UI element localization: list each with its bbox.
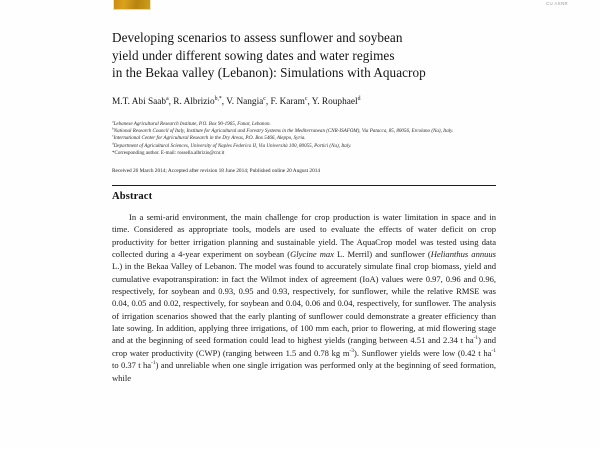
author-affil-mark: a [166,95,169,102]
society-mark-label: CU ASNR [546,1,568,6]
abstract-text-run: ) and crop water productivity (CWP) (ranging between 1.5 and 0.78 kg m [112,335,496,358]
author-affil-mark: c [304,95,308,102]
affiliation-mark: a [112,118,114,123]
abstract-text-run: to 0.37 t ha [112,360,152,371]
corresponding-author-note: *Corresponding author. E-mail: rossella.albrizio@cnr.it [112,150,225,157]
affiliation-item [112,135,496,142]
abstract-text-run: -1 [491,347,496,354]
abstract-text-run: In a semi-arid environment, the main challenge for crop production is water limitation in space and in time. Considered as appropriate tools, models are used to evaluate the effects of water deficit on crop productivity for better irrigation planning and sustainable yield. The AquaCrop model was tested using data collected during a 4-year experiment on soybean ( [112,212,496,260]
affiliation-text: National Research Council of Italy, Institute for Agricultural and Forestry Systems in the Mediterranean (CNR-ISAFOM), Via Patacca, 85, 80056, Ercolano (Na), Italy. [113,127,454,134]
affiliation-text: International Center for Agricultural Research in the Dry Areas, P.O. Box 5466, Aleppo, Syria. [113,135,306,142]
abstract-text-run: L.) in the Bekaa Valley of Lebanon. The model was found to accurately simulate final crop biomass, yield and cumulative evapotranspiration: in fact the Wilmot index of agreement (IoA) values were 0.97, 0.96 and 0.96, respectively, for soybean and 0.93, 0.95 and 0.93, respectively, for sunflower, while the relative RMSE was 0.04, 0.05 and 0.02, respectively, for soybean and 0.04, 0.06 and 0.04, respectively, for sunflower. The analysis of irrigation scenarios showed that the early planting of sunflower could demonstrate a greater efficiency than late sowing. In addition, applying three irrigations, of 100 mm each, prior to flowering, at mid flowering stage and at the beginning of seed formation could lead to highest yields (ranging between 4.51 and 2.34 t ha [112,261,496,346]
article-content [112,0,496,384]
author-affil-mark: c [263,95,266,102]
abstract-text-run: Glycine max [290,249,334,260]
author-name: R. Albrizio [173,96,215,107]
author-name: Y. Rouphael [311,96,358,107]
affiliation-text: Department of Agricultural Sciences, University of Naples Federico II, Via Università 100, 80055, Portici (Na), Italy. [113,142,352,149]
publication-dates: Received 26 March 2014; Accepted after revision 18 June 2014; Published online 20 August 2014 [112,168,321,175]
abstract-text-run: Helianthus annuus [430,249,496,260]
abstract-text-run: -3 [349,347,355,354]
author-affil-mark: d [357,95,361,102]
abstract-text-run: ) and unreliable when one single irrigation was performed only at the beginning of seed formation, while [112,360,496,383]
title-line-2: yield under different sowing dates and water regimes [112,47,395,63]
abstract-text-run: ). Sunflower yields were low (0.42 t ha [354,347,492,358]
title-line-1: Developing scenarios to assess sunflower and soybean [112,30,403,45]
affiliation-text: Lebanese Agricultural Research Institute, P.O. Box 90-1965, Fanar, Lebanon. [113,120,271,127]
affiliation-item [112,143,496,150]
title-line-3: in the Bekaa valley (Lebanon): Simulations with Aquacrop [112,65,426,80]
abstract-text-run: -1 [473,335,479,342]
author-name: V. Nangia [226,96,264,107]
affiliation-list [112,108,496,158]
author-name: M.T. Abi Saab [112,96,167,107]
affiliation-mark: c [112,133,114,138]
author-list: M.T. Abi Saab$^a$, R. Albrizio$^{b,*}$, V. Nangia$^c$, F. Karam$^c$, Y. Rouphael$^d$ [112,95,361,107]
abstract-text-run: L. Merril) and sunflower ( [333,249,431,260]
page-title [112,0,496,82]
abstract-paragraph [112,202,496,384]
affiliation-mark: d [112,141,114,146]
abstract-heading: Abstract [112,191,153,203]
affiliation-mark: b [112,126,114,131]
abstract-text-run: -1 [151,360,156,367]
author-affil-mark: b,* [214,95,222,102]
author-name: F. Karam [270,96,305,107]
